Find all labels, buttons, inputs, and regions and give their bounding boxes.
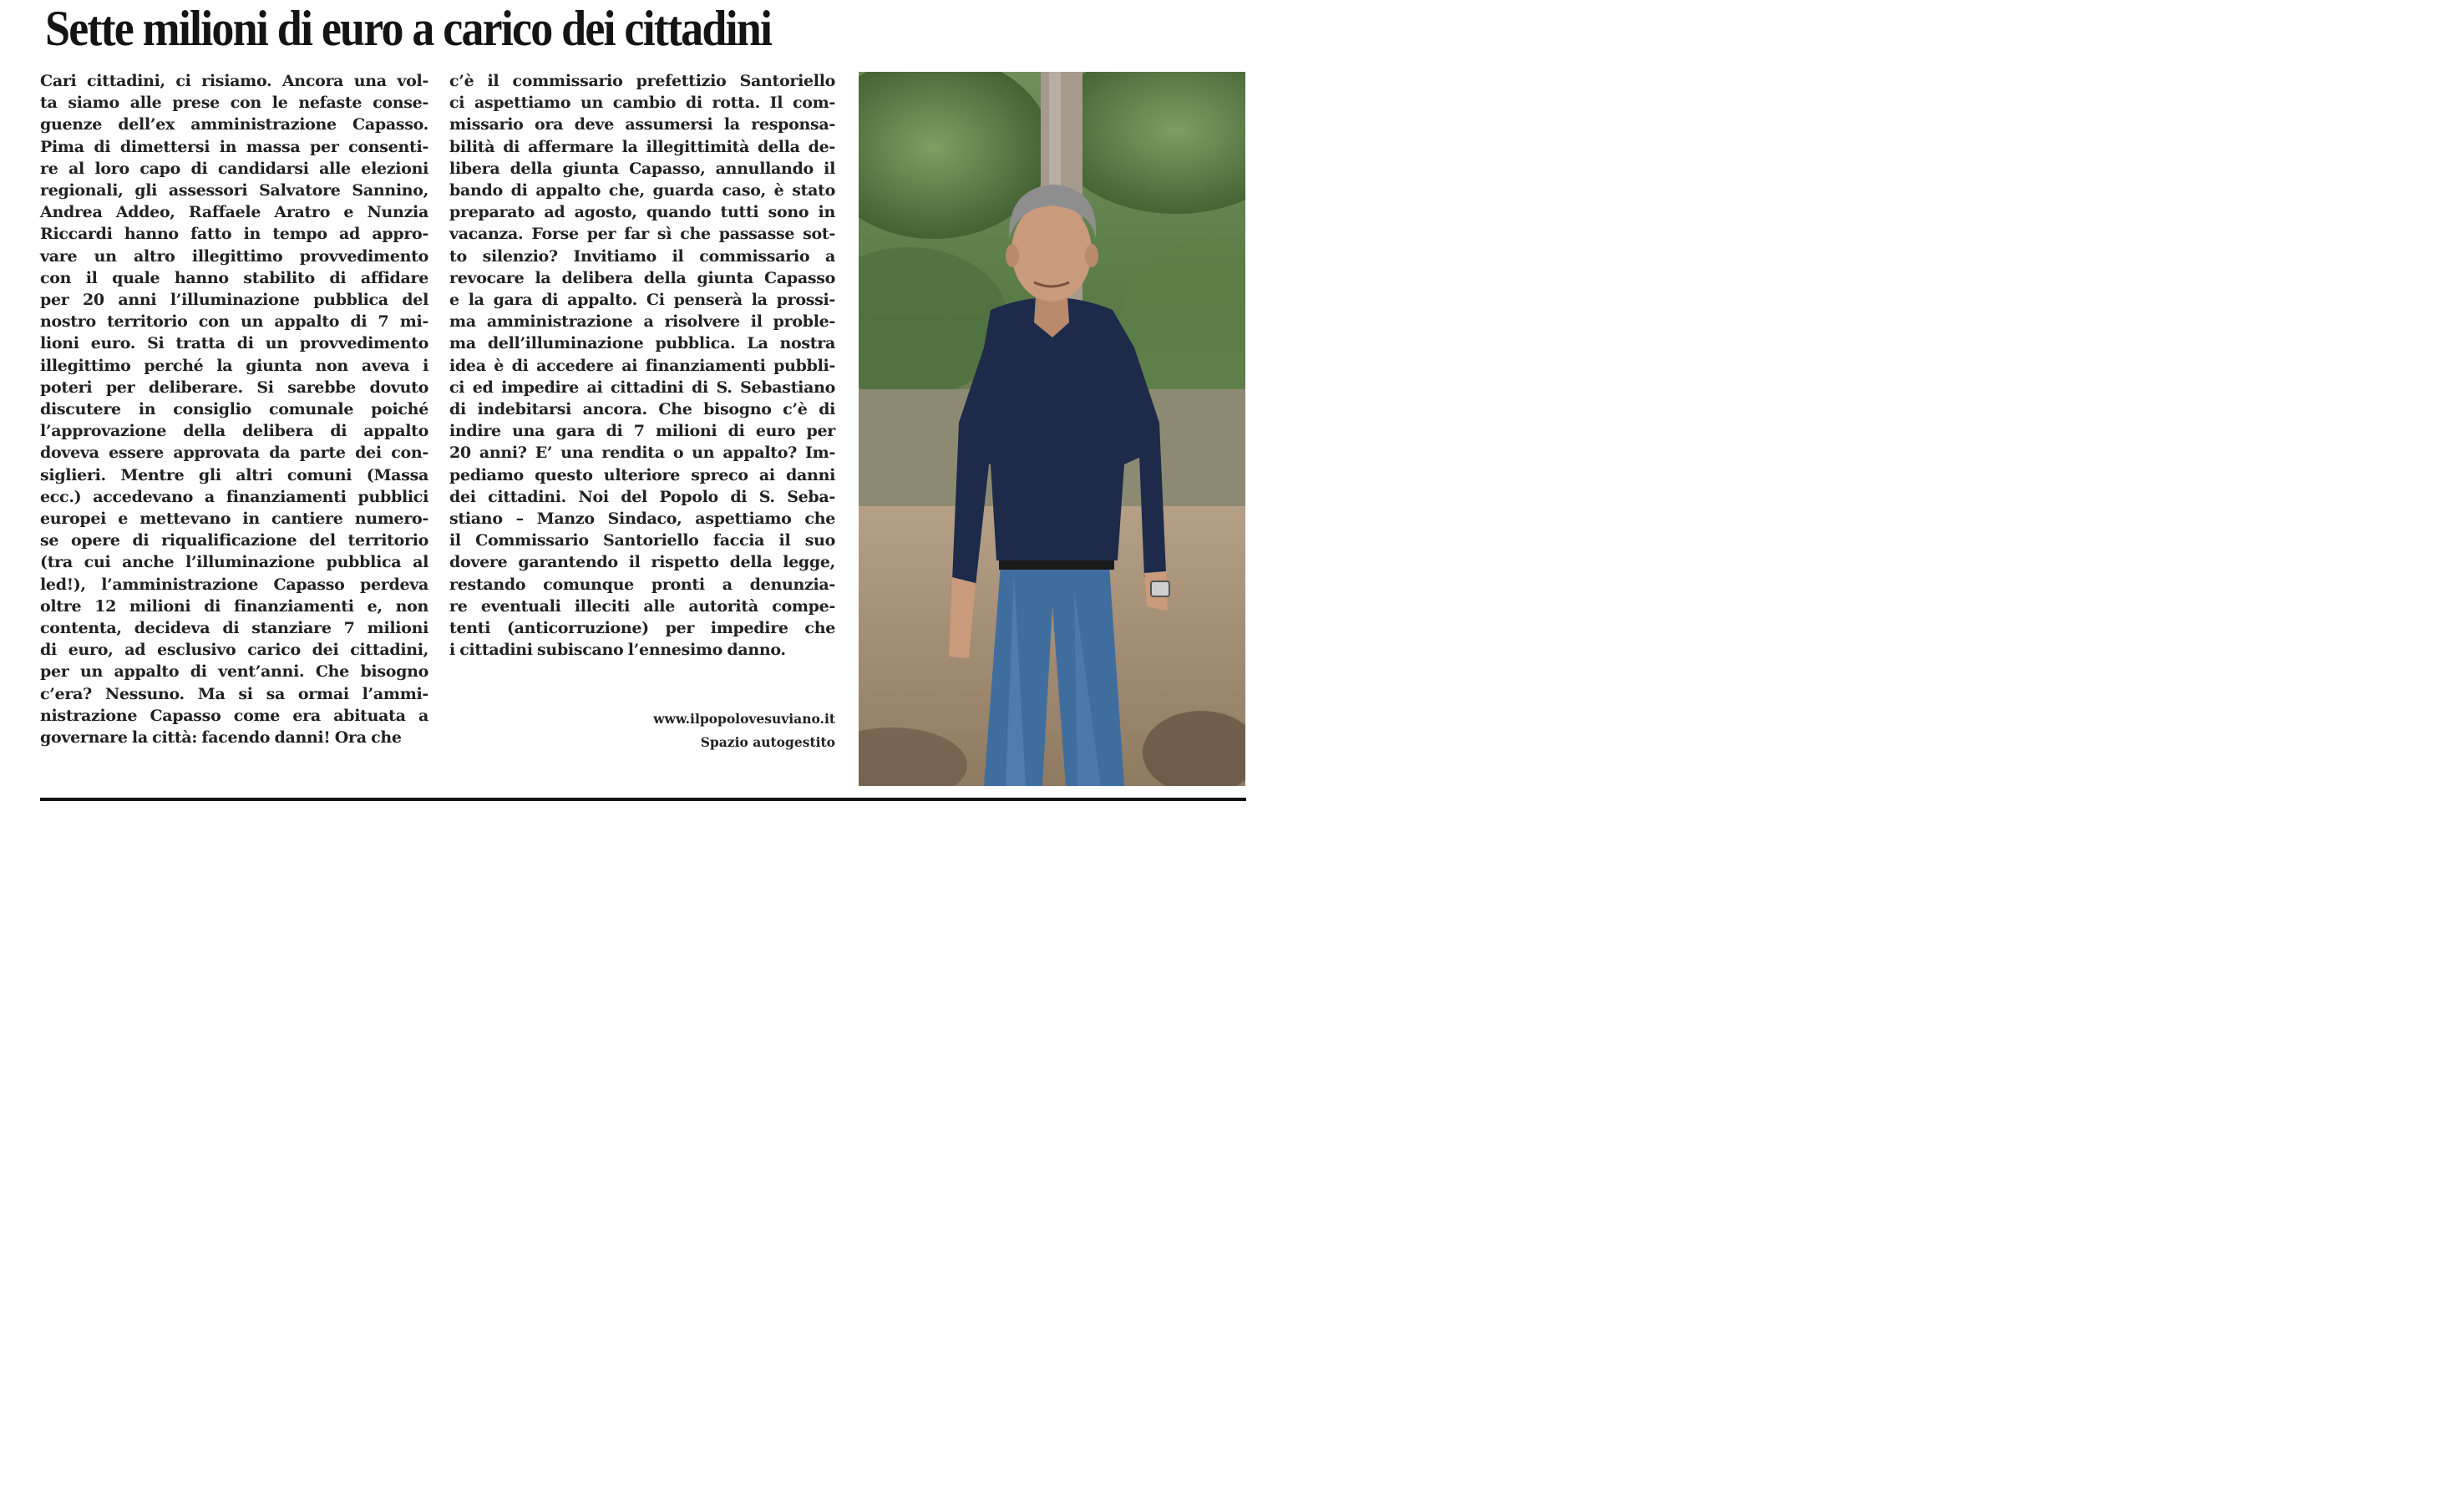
column-1-line: c’era? Nessuno. Ma si sa ormai l’ammi- — [40, 684, 428, 703]
source-website: www.ilpopolovesuviano.it — [653, 711, 835, 727]
column-2-line: stiano – Manzo Sindaco, aspettiamo che — [449, 510, 835, 529]
column-1-line: Pima di dimettersi in massa per consenti- — [40, 137, 428, 156]
column-1-line: Andrea Addeo, Raffaele Aratro e Nunzia — [40, 203, 428, 222]
column-2-line: restando comunque pronti a denunzia- — [449, 575, 835, 594]
column-1-line: lioni euro. Si tratta di un provvedimento — [40, 334, 428, 353]
column-1-line: contenta, decideva di stanziare 7 milioni — [40, 619, 428, 638]
column-1-line: se opere di riqualificazione del territorio — [40, 531, 428, 550]
column-2-line: ci aspettiamo un cambio di rotta. Il com- — [449, 94, 835, 113]
column-1-line: europei e mettevano in cantiere numero- — [40, 510, 428, 529]
column-1-line: governare la città: facendo danni! Ora che — [40, 728, 402, 748]
column-2-line: 20 anni? E’ una rendita o un appalto? Im- — [449, 444, 835, 463]
column-2-line: pediamo questo ulteriore spreco ai danni — [449, 465, 835, 484]
column-1-line: ecc.) accedevano a finanziamenti pubblici — [40, 487, 428, 506]
column-1-line: nistrazione Capasso come era abituata a — [40, 706, 428, 725]
column-1-line: ta siamo alle prese con le nefaste conse- — [40, 94, 428, 113]
column-2-line: re eventuali illeciti alle autorità compe- — [449, 596, 835, 616]
column-1-line: per un appalto di vent’anni. Che bisogno — [40, 662, 428, 682]
column-2-line: dei cittadini. Noi del Popolo di S. Seba- — [449, 487, 835, 506]
column-2-line: ci ed impedire ai cittadini di S. Sebastiano — [449, 378, 835, 397]
self-managed-space-note: Spazio autogestito — [700, 734, 835, 750]
column-2-line: indire una gara di 7 milioni di euro per — [449, 422, 835, 441]
column-2-line: bilità di affermare la illegittimità della de- — [449, 137, 835, 156]
article-column-1 — [40, 70, 428, 748]
article-column-2 — [449, 70, 835, 661]
column-2-line: libera della giunta Capasso, annullando il — [449, 159, 835, 178]
column-1-line: di euro, ad esclusivo carico dei cittadini, — [40, 641, 428, 660]
column-2-line: di indebitarsi ancora. Che bisogno c’è di — [449, 400, 835, 419]
column-2-line: ma dell’illuminazione pubblica. La nostra — [449, 334, 835, 353]
column-1-line: per 20 anni l’illuminazione pubblica del — [40, 291, 428, 310]
column-2-line: c’è il commissario prefettizio Santoriello — [449, 72, 835, 90]
column-1-line: nostro territorio con un appalto di 7 mi- — [40, 312, 428, 332]
column-1-line: guenze dell’ex amministrazione Capasso. — [40, 115, 428, 134]
bottom-rule — [40, 798, 1246, 801]
column-2-line: bando di appalto che, guarda caso, è stato — [449, 181, 835, 200]
column-1-line: (tra cui anche l’illuminazione pubblica al — [40, 553, 428, 572]
column-2-line: tenti (anticorruzione) per impedire che — [449, 619, 835, 638]
column-2-line: e la gara di appalto. Ci penserà la prossi- — [449, 291, 835, 310]
headline: Sette milioni di euro a carico dei cittadini — [45, 1, 772, 56]
column-2-line: preparato ad agosto, quando tutti sono in — [449, 203, 835, 222]
column-2-line: i cittadini subiscano l’ennesimo danno. — [449, 641, 786, 660]
column-1-line: led!), l’amministrazione Capasso perdeva — [40, 575, 428, 594]
column-1-line: doveva essere approvata da parte dei con- — [40, 444, 428, 463]
column-2-line: ma amministrazione a risolvere il proble- — [449, 312, 835, 332]
column-1-line: regionali, gli assessori Salvatore Sannino, — [40, 181, 428, 200]
column-2-line: idea è di accedere ai finanziamenti pubbli- — [449, 356, 835, 375]
column-2-line: revocare la delibera della giunta Capasso — [449, 268, 835, 287]
portrait-photo — [859, 72, 1245, 786]
column-1-line: discutere in consiglio comunale poiché — [40, 400, 428, 419]
column-2-line: missario ora deve assumersi la responsa- — [449, 115, 835, 134]
column-1-line: con il quale hanno stabilito di affidare — [40, 268, 428, 287]
column-1-line: siglieri. Mentre gli altri comuni (Massa — [40, 465, 428, 484]
column-2-line: il Commissario Santoriello faccia il suo — [449, 531, 835, 550]
column-1-line: illegittimo perché la giunta non aveva i — [40, 356, 428, 375]
column-1-line: l’approvazione della delibera di appalto — [40, 422, 428, 441]
column-1-line: Riccardi hanno fatto in tempo ad appro- — [40, 225, 428, 244]
column-1-line: oltre 12 milioni di finanziamenti e, non — [40, 596, 428, 616]
column-2-line: to silenzio? Invitiamo il commissario a — [449, 246, 835, 266]
column-2-line: dovere garantendo il rispetto della legge, — [449, 553, 835, 572]
column-1-line: Cari cittadini, ci risiamo. Ancora una vol- — [40, 72, 428, 90]
column-2-line: vacanza. Forse per far sì che passasse sot- — [449, 225, 835, 244]
column-1-line: vare un altro illegittimo provvedimento — [40, 246, 428, 266]
column-1-line: re al loro capo di candidarsi alle elezioni — [40, 159, 428, 178]
column-1-line: poteri per deliberare. Si sarebbe dovuto — [40, 378, 428, 397]
